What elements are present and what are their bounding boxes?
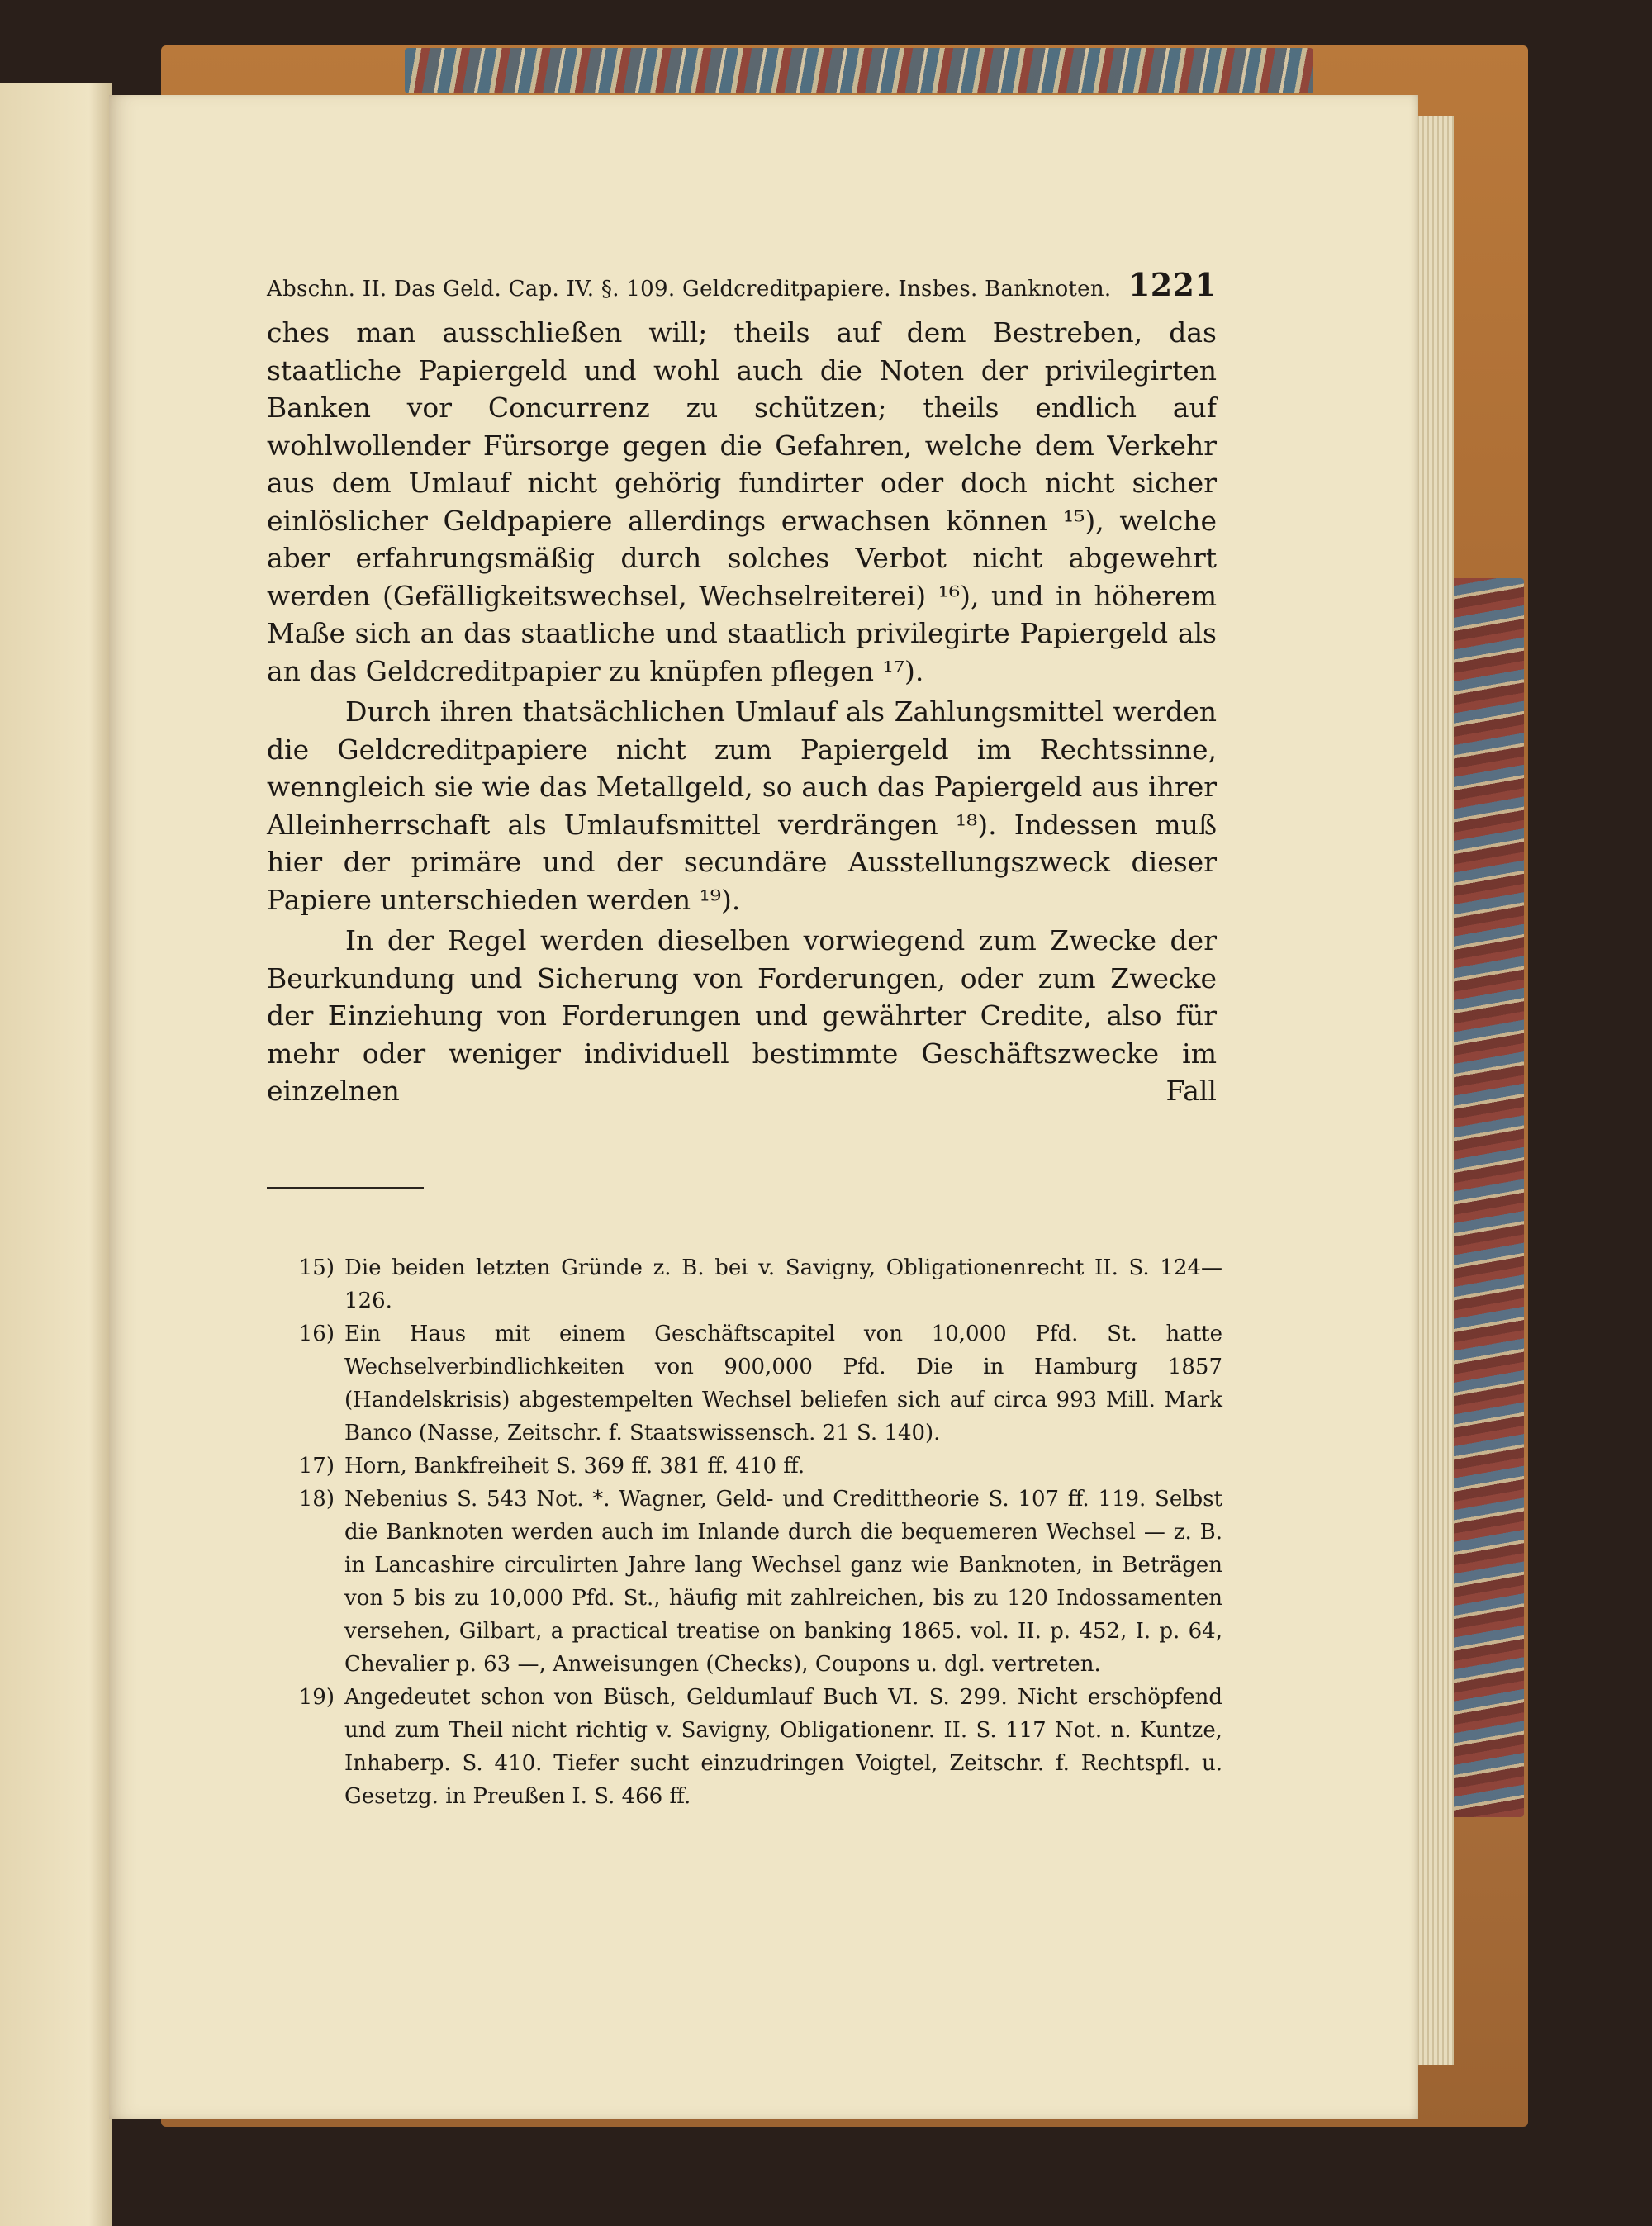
footnote-number: 17)	[298, 1454, 335, 1478]
footnote	[264, 1483, 1222, 1681]
facing-page-edge	[0, 83, 112, 2226]
footnote	[264, 1681, 1222, 1813]
footnote-number: 19)	[298, 1685, 335, 1710]
footnote-text: Horn, Bankfreiheit S. 369 ff. 381 ff. 410 ff.	[344, 1454, 805, 1478]
footnotes	[264, 1251, 1222, 1813]
footnote-text: Angedeutet schon von Büsch, Geldumlauf Buch VI. S. 299. Nicht erschöpfend und zum Theil nicht richtig v. Savigny, Obligationenr. II. S. 117 Not. n. Kuntze, Inhaberp. S. 410. Tiefer sucht einzudringen Voigtel, Zeitschr. f. Rechtspfl. u. Gesetzg. in Preußen I. S. 466 ff.	[344, 1685, 1222, 1809]
paragraph-3: In der Regel werden dieselben vorwiegend zum Zwecke der Beurkundung und Sicherung von Forderungen, oder zum Zwecke der Einziehung von Forderungen und gewährter Credite, also für mehr oder weniger individuell bestimmte Geschäftszwecke im einzelnen Fall	[267, 924, 1217, 1107]
footnote-number: 16)	[298, 1322, 335, 1346]
running-header	[267, 266, 1217, 303]
footnote-number: 18)	[298, 1487, 335, 1512]
footnote-text: Die beiden letzten Gründe z. B. bei v. Savigny, Obligationenrecht II. S. 124—126.	[344, 1255, 1222, 1313]
footnote-text: Nebenius S. 543 Not. *. Wagner, Geld- und Credittheorie S. 107 ff. 119. Selbst die Banknoten werden auch im Inlande durch die bequemeren Wechsel — z. B. in Lancashire circulirten Jahre lang Wechsel ganz wie Banknoten, in Beträgen von 5 bis zu 10,000 Pfd. St., häufig mit zahlreichen, bis zu 120 Indossamenten versehen, Gilbart, a practical treatise on banking 1865. vol. II. p. 452, I. p. 64, Chevalier p. 63 —, Anweisungen (Checks), Coupons u. dgl. vertreten.	[344, 1487, 1222, 1677]
marbled-edge-right	[1450, 578, 1524, 1817]
paragraph-2: Durch ihren thatsächlichen Umlauf als Zahlungsmittel werden die Geldcreditpapiere nicht zum Papiergeld im Rechtssinne, wenngleich sie wie das Metallgeld, so auch das Papiergeld aus ihrer Alleinherrschaft als Umlaufsmittel verdrängen ¹⁸). Indessen muß hier der primäre und der secundäre Ausstellungszweck dieser Papiere unterschieden werden ¹⁹).	[267, 695, 1217, 916]
paragraph-1: ches man ausschließen will; theils auf dem Bestreben, das staatliche Papiergeld und wohl auch die Noten der privilegirten Banken vor Concurrenz zu schützen; theils endlich auf wohlwollender Fürsorge gegen die Gefahren, welche dem Verkehr aus dem Umlauf nicht gehörig fundirter oder doch nicht sicher einlöslicher Geldpapiere allerdings erwachsen können ¹⁵), welche aber erfahrungsmäßig durch solches Verbot nicht abgewehrt werden (Gefälligkeitswechsel, Wechselreiterei) ¹⁶), und in höherem Maße sich an das staatliche und staatlich privilegirte Papiergeld als an das Geldcreditpapier zu knüpfen pflegen ¹⁷).	[267, 316, 1217, 687]
footnote	[264, 1450, 1222, 1483]
footnote	[264, 1317, 1222, 1450]
main-text	[267, 314, 1217, 1110]
marbled-edge-top	[405, 48, 1313, 93]
footnote-number: 15)	[298, 1255, 335, 1280]
footnote	[264, 1251, 1222, 1317]
footnote-text: Ein Haus mit einem Geschäftscapitel von 10,000 Pfd. St. hatte Wechselverbindlichkeiten von 900,000 Pfd. Die in Hamburg 1857 (Handelskrisis) abgestempelten Wechsel beliefen sich auf circa 993 Mill. Mark Banco (Nasse, Zeitschr. f. Staatswissensch. 21 S. 140).	[344, 1322, 1222, 1445]
footnote-separator	[267, 1187, 424, 1189]
running-title: Abschn. II. Das Geld. Cap. IV. §. 109. Geldcreditpapiere. Insbes. Banknoten.	[267, 277, 1112, 301]
page-number: 1221	[1128, 266, 1217, 303]
